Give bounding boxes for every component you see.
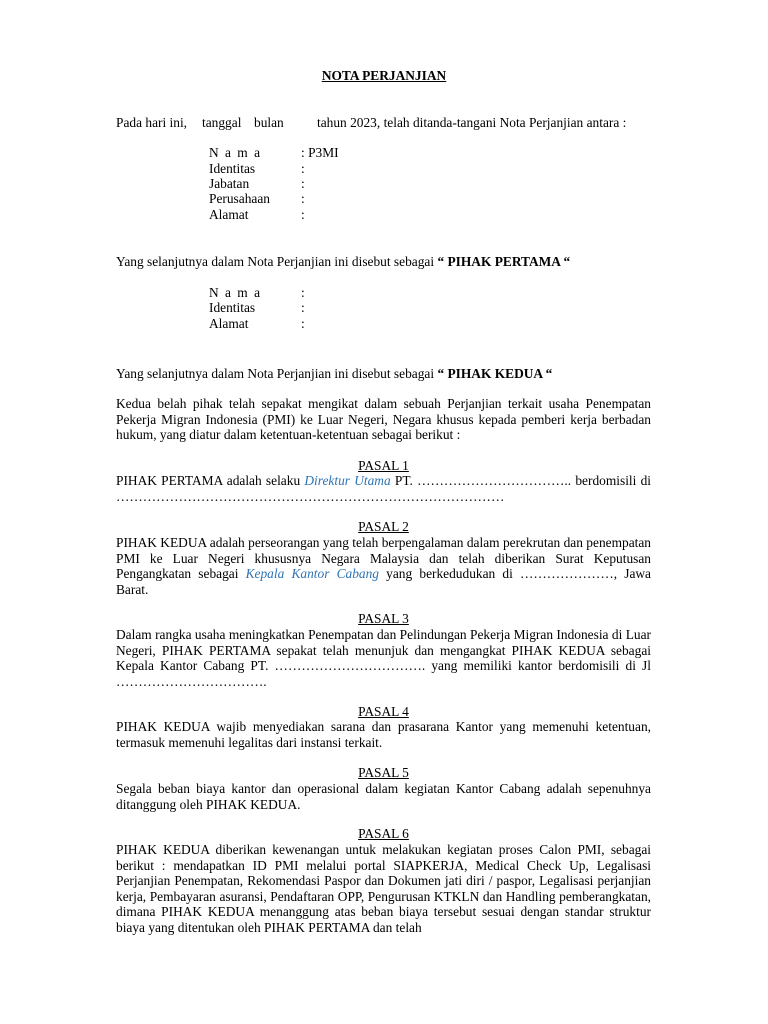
field-label: Jabatan bbox=[209, 176, 250, 191]
pasal-2-highlight: Kepala Kantor Cabang bbox=[245, 566, 379, 581]
field-label: Alamat bbox=[209, 316, 249, 331]
document-title: NOTA PERJANJIAN bbox=[321, 68, 447, 83]
pasal-1-text: PIHAK PERTAMA adalah selaku bbox=[116, 473, 305, 488]
party-1-role: “ PIHAK PERTAMA “ bbox=[437, 254, 571, 269]
pasal-1-highlight: Direktur Utama bbox=[304, 473, 391, 488]
pasal-1-body bbox=[116, 473, 651, 504]
pasal-2-heading: PASAL 2 bbox=[358, 519, 409, 534]
pasal-3-heading: PASAL 3 bbox=[358, 611, 409, 626]
pasal-6-body: PIHAK KEDUA diberikan kewenangan untuk melakukan kegiatan proses Calon PMI, sebagai berikut : mendapatkan ID PMI melalui portal SIAPKERJA, Medical Check Up, Legalisasi Perjanjian Penempatan, Rekomendasi Paspor dan Dokumen jati diri / paspor, Legalisasi perjanjian kerja, Pembayaran asuransi, Pendaftaran OPP, Pengurusan KTKLN dan Handling pemberangkatan, dimana PIHAK KEDUA menanggung atas beban biaya tersebut sesuai dengan standar struktur biaya yang ditentukan oleh PIHAK PERTAMA dan telah bbox=[116, 842, 651, 935]
party-2-role: “ PIHAK KEDUA “ bbox=[437, 366, 553, 381]
field-value: : bbox=[301, 191, 305, 206]
pasal-1-text-end: PT. …………………………….. berdomisili di …………………………………………………………………………… bbox=[116, 473, 652, 504]
intro-part-2: tanggal bbox=[202, 115, 242, 130]
field-label: Perusahaan bbox=[209, 191, 270, 206]
party-2-sentence bbox=[116, 366, 552, 382]
field-value: : bbox=[301, 316, 305, 331]
pasal-4-body: PIHAK KEDUA wajib menyediakan sarana dan prasarana Kantor yang memenuhi ketentuan, termasuk memenuhi legalitas dari instansi terkait. bbox=[116, 719, 651, 750]
field-label: Identitas bbox=[209, 161, 256, 176]
preamble-paragraph: Kedua belah pihak telah sepakat mengikat dalam sebuah Perjanjian terkait usaha Penempatan Pekerja Migran Indonesia (PMI) ke Luar Negeri, Negara khusus kepada pemberi kerja berbadan hukum, yang diatur dalam ketentuan-ketentuan sebagai berikut : bbox=[116, 396, 651, 442]
field-label: Identitas bbox=[209, 300, 256, 315]
party-1-sentence-text: Yang selanjutnya dalam Nota Perjanjian ini disebut sebagai bbox=[116, 254, 438, 269]
pasal-2-text: PIHAK KEDUA adalah perseorangan yang telah berpengalaman dalam perekrutan dan penempatan PMI ke Luar Negeri khususnya Negara Malaysia dan telah diberikan Surat Keputusan Pengangkatan sebagai bbox=[116, 535, 651, 581]
field-value: : bbox=[301, 300, 305, 315]
pasal-2-text-end: yang berkedudukan di …………………, Jawa Barat. bbox=[116, 566, 652, 597]
pasal-3-body: Dalam rangka usaha meningkatkan Penempatan dan Pelindungan Pekerja Migran Indonesia di Luar Negeri, PIHAK PERTAMA sepakat telah menunjuk dan mengangkat PIHAK KEDUA sebagai Kepala Kantor Cabang PT. ……………………………. yang memiliki kantor berdomisili di Jl ……………………………. bbox=[116, 627, 651, 689]
pasal-6-heading: PASAL 6 bbox=[358, 826, 409, 841]
field-value: : bbox=[301, 285, 305, 300]
field-label: N a m a bbox=[209, 145, 262, 160]
intro-part-4: tahun 2023, telah ditanda-tangani Nota Perjanjian antara : bbox=[317, 115, 627, 130]
pasal-5-heading: PASAL 5 bbox=[358, 765, 409, 780]
pasal-4-heading: PASAL 4 bbox=[358, 704, 409, 719]
intro-part-3: bulan bbox=[254, 115, 284, 130]
pasal-5-body: Segala beban biaya kantor dan operasional dalam kegiatan Kantor Cabang adalah sepenuhnya ditanggung oleh PIHAK KEDUA. bbox=[116, 781, 651, 812]
pasal-2-body bbox=[116, 535, 651, 597]
field-label: N a m a bbox=[209, 285, 262, 300]
field-value: : bbox=[301, 176, 305, 191]
field-value: : bbox=[301, 207, 305, 222]
party-1-sentence bbox=[116, 254, 570, 270]
field-value: : bbox=[301, 161, 305, 176]
field-value: : P3MI bbox=[301, 145, 339, 160]
intro-part-1: Pada hari ini, bbox=[116, 115, 188, 130]
party-2-sentence-text: Yang selanjutnya dalam Nota Perjanjian ini disebut sebagai bbox=[116, 366, 438, 381]
pasal-1-heading: PASAL 1 bbox=[358, 458, 409, 473]
field-label: Alamat bbox=[209, 207, 249, 222]
